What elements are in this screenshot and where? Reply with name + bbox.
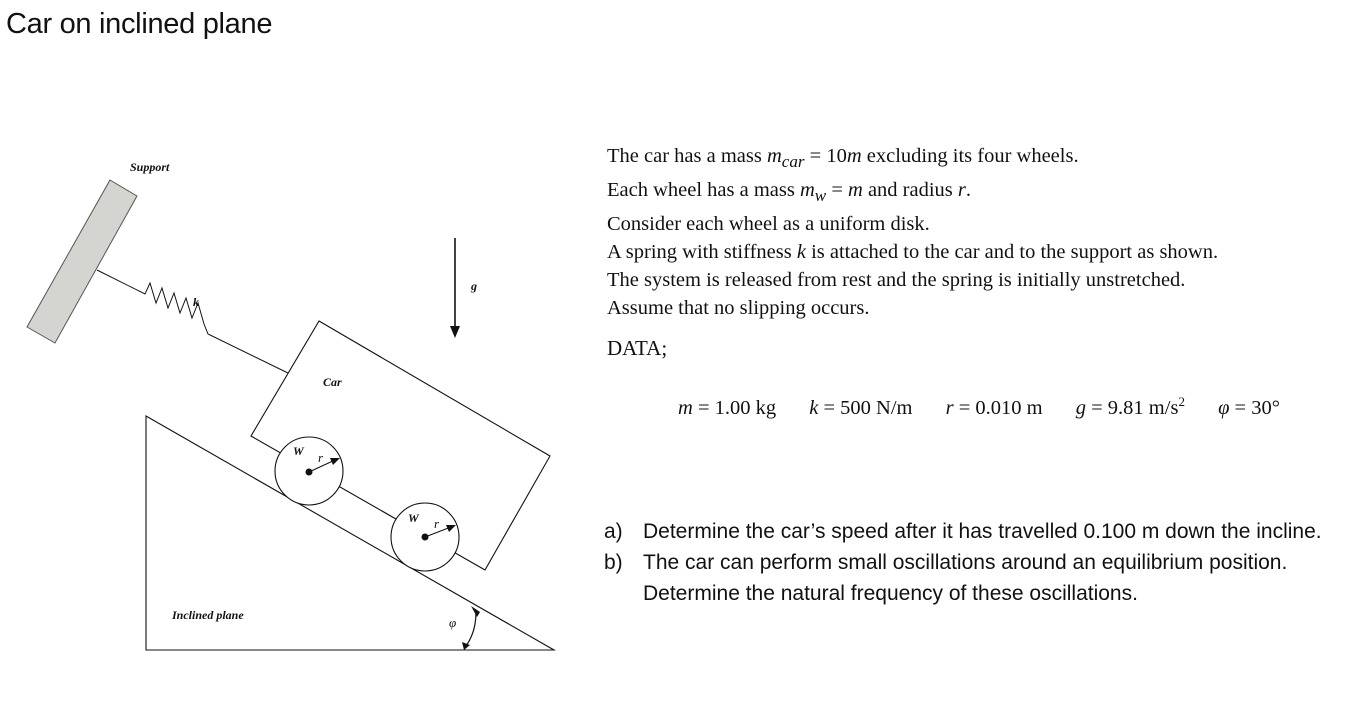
gravity-label: g [471,279,477,293]
wheel-upper-radius-label: r [318,450,324,465]
support-label: Support [130,160,170,174]
spring-label: k [193,295,199,309]
problem-statement [607,142,1218,322]
data-stiffness: k = 500 N/m [809,396,913,419]
angle-label: φ [449,615,457,630]
question-a-text: Determine the car’s speed after it has travelled 0.100 m down the incline. [643,520,1322,543]
question-b-marker: b) [604,551,623,574]
question-b [604,547,1354,609]
support-wall [27,180,137,343]
data-gravity: g = 9.81 $m/s^2$ [1075,394,1185,419]
problem-line-6: Assume that no slipping occurs. [607,297,870,320]
questions-list [604,516,1354,609]
data-mass: m = 1.00 kg [678,396,777,419]
problem-line-5: The system is released from rest and the spring is initially unstretched. [607,269,1186,292]
spring [97,270,290,374]
data-heading: DATA; [607,336,668,360]
car-on-incline-diagram [0,0,600,711]
angle-arrow-icon [462,642,470,650]
wheel-upper-label: W [293,444,304,458]
plane-label: Inclined plane [172,608,244,622]
angle-arc [466,612,476,646]
data-radius: r = 0.010 m [945,396,1043,419]
question-b-text: The car can perform small oscillations around an equilibrium position. Determine the natural frequency of these oscillations. [643,551,1288,605]
down-arrow-icon [450,326,460,338]
question-a-marker: a) [604,520,623,543]
wheel-lower-label: W [408,511,419,525]
problem-line-1: The car has a mass $m_{car} = 10m$ excluding its four wheels. [607,145,1079,172]
question-a [604,516,1354,547]
data-angle: φ = 30° [1218,396,1280,419]
problem-line-4: A spring with stiffness k is attached to the car and to the support as shown. [607,241,1219,264]
wheel-lower-radius-label: r [434,516,440,531]
data-values [678,394,1280,420]
problem-line-2: Each wheel has a mass $m_w = m$ and radius r. [607,179,971,206]
page-title: Car on inclined plane [6,8,273,40]
car-label: Car [323,375,342,389]
problem-line-3: Consider each wheel as a uniform disk. [607,213,930,236]
